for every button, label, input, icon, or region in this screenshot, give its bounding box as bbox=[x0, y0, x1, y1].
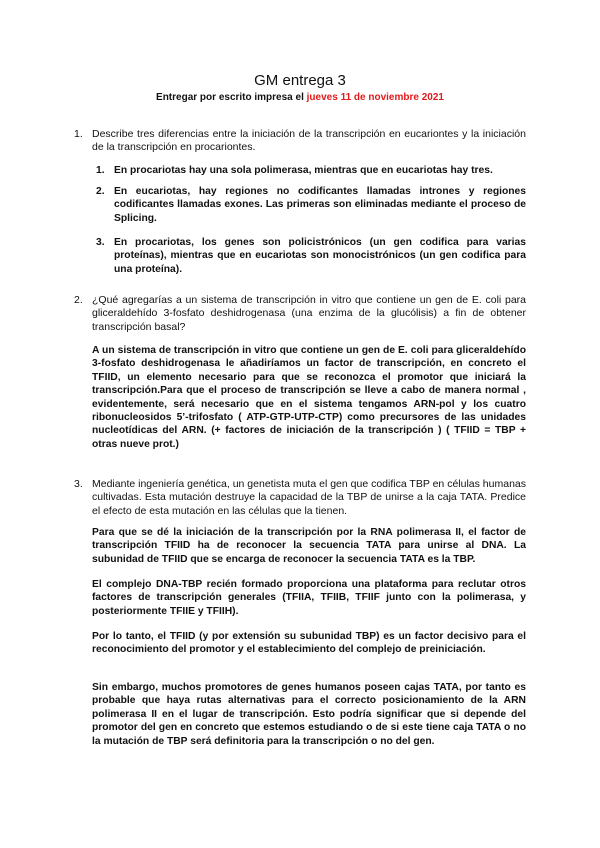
document-title: GM entrega 3 bbox=[254, 72, 346, 89]
q1-answer-1-text: En procariotas hay una sola polimerasa, mientras que en eucariotas hay tres. bbox=[114, 165, 493, 176]
q3-paragraph-4: Sin embargo, muchos promotores de genes humanos poseen cajas TATA, por tanto es probable que haya rutas alternativas para el correcto posicionamiento de la ARN polimerasa II en el lugar de transcripción. Esto podría significar que si depende del promotor del gen en concreto que estemos estudiando o de si este tiene caja TATA o no la mutación de TBP será definitoria para la transcripción o no del gen. bbox=[92, 682, 526, 747]
q3-paragraph-3: Por lo tanto, el TFIID (y por extensión su subunidad TBP) es un factor decisivo para el reconocimiento del promotor y el establecimiento del complejo de preiniciación. bbox=[92, 631, 526, 656]
q2-answer: A un sistema de transcripción in vitro que contiene un gen de E. coli para gliceraldehído 3-fosfato deshidrogenasa le añadiríamos un factor de transcripción, en concreto el TFIID, un elemento necesario para que se reconozca el promotor que iniciará la transcripción.Para que el proceso de transcripción se lleve a cabo de manera normal , evidentemente, será necesario que en el sistema tengamos ARN-pol y los cuatro ribonucleosidos 5’-trifosfato ( ATP-GTP-UTP-CTP) como precursores de las unidades nucleotídicas del ARN. (+ factores de iniciación de la transcripción ) ( TFIID = TBP + otras nueve prot.) bbox=[92, 345, 526, 450]
question-3-number: 3. bbox=[74, 478, 83, 490]
q1-answer-1-number: 1. bbox=[96, 165, 105, 176]
q3-paragraph-2: El complejo DNA-TBP recién formado proporciona una plataforma para reclutar otros factores de transcripción generales (TFIIA, TFIIB, TFIIF junto con la polimerasa, y posteriormente TFIIE y TFIIH). bbox=[92, 579, 526, 617]
question-2-number: 2. bbox=[74, 294, 83, 306]
q1-answer-2-text: En eucariotas, hay regiones no codificantes llamadas intrones y regiones codificantes llamadas exones. Las primeras son eliminadas mediante el proceso de Splicing. bbox=[114, 186, 526, 224]
subtitle-date: jueves 11 de noviembre 2021 bbox=[306, 92, 444, 103]
q1-answer-3-number: 3. bbox=[96, 237, 105, 248]
q1-answer-3-text: En procariotas, los genes son policistrónicos (un gen codifica para varias proteínas), mientras que en eucariotas son monocistrónicos (un gen codifica para una proteína). bbox=[114, 237, 526, 275]
question-1-text: Describe tres diferencias entre la iniciación de la transcripción en eucariontes y la iniciación de la transcripción en procariontes. bbox=[92, 128, 526, 154]
question-1-number: 1. bbox=[74, 128, 83, 140]
question-2-text: ¿Qué agregarías a un sistema de transcripción in vitro que contiene un gen de E. coli para gliceraldehído 3-fosfato deshidrogenasa (una enzima de la glucólisis) a fin de obtener transcripción basal? bbox=[92, 294, 526, 333]
subtitle-prefix: Entregar por escrito impresa el bbox=[156, 92, 307, 103]
document-subtitle bbox=[0, 92, 600, 103]
q3-paragraph-1: Para que se dé la iniciación de la transcripción por la RNA polimerasa II, el factor de transcripción TFIID ha de reconocer la secuencia TATA para unirse al DNA. La subunidad de TFIID que se encarga de reconocer la secuencia TATA es la TBP. bbox=[92, 527, 526, 565]
q1-answer-2-number: 2. bbox=[96, 186, 105, 197]
question-3-text: Mediante ingeniería genética, un genetista muta el gen que codifica TBP en células humanas cultivadas. Esta mutación destruye la capacidad de la TBP de unirse a la caja TATA. Predice el efecto de esta mutación en las células que la tienen. bbox=[92, 478, 526, 517]
